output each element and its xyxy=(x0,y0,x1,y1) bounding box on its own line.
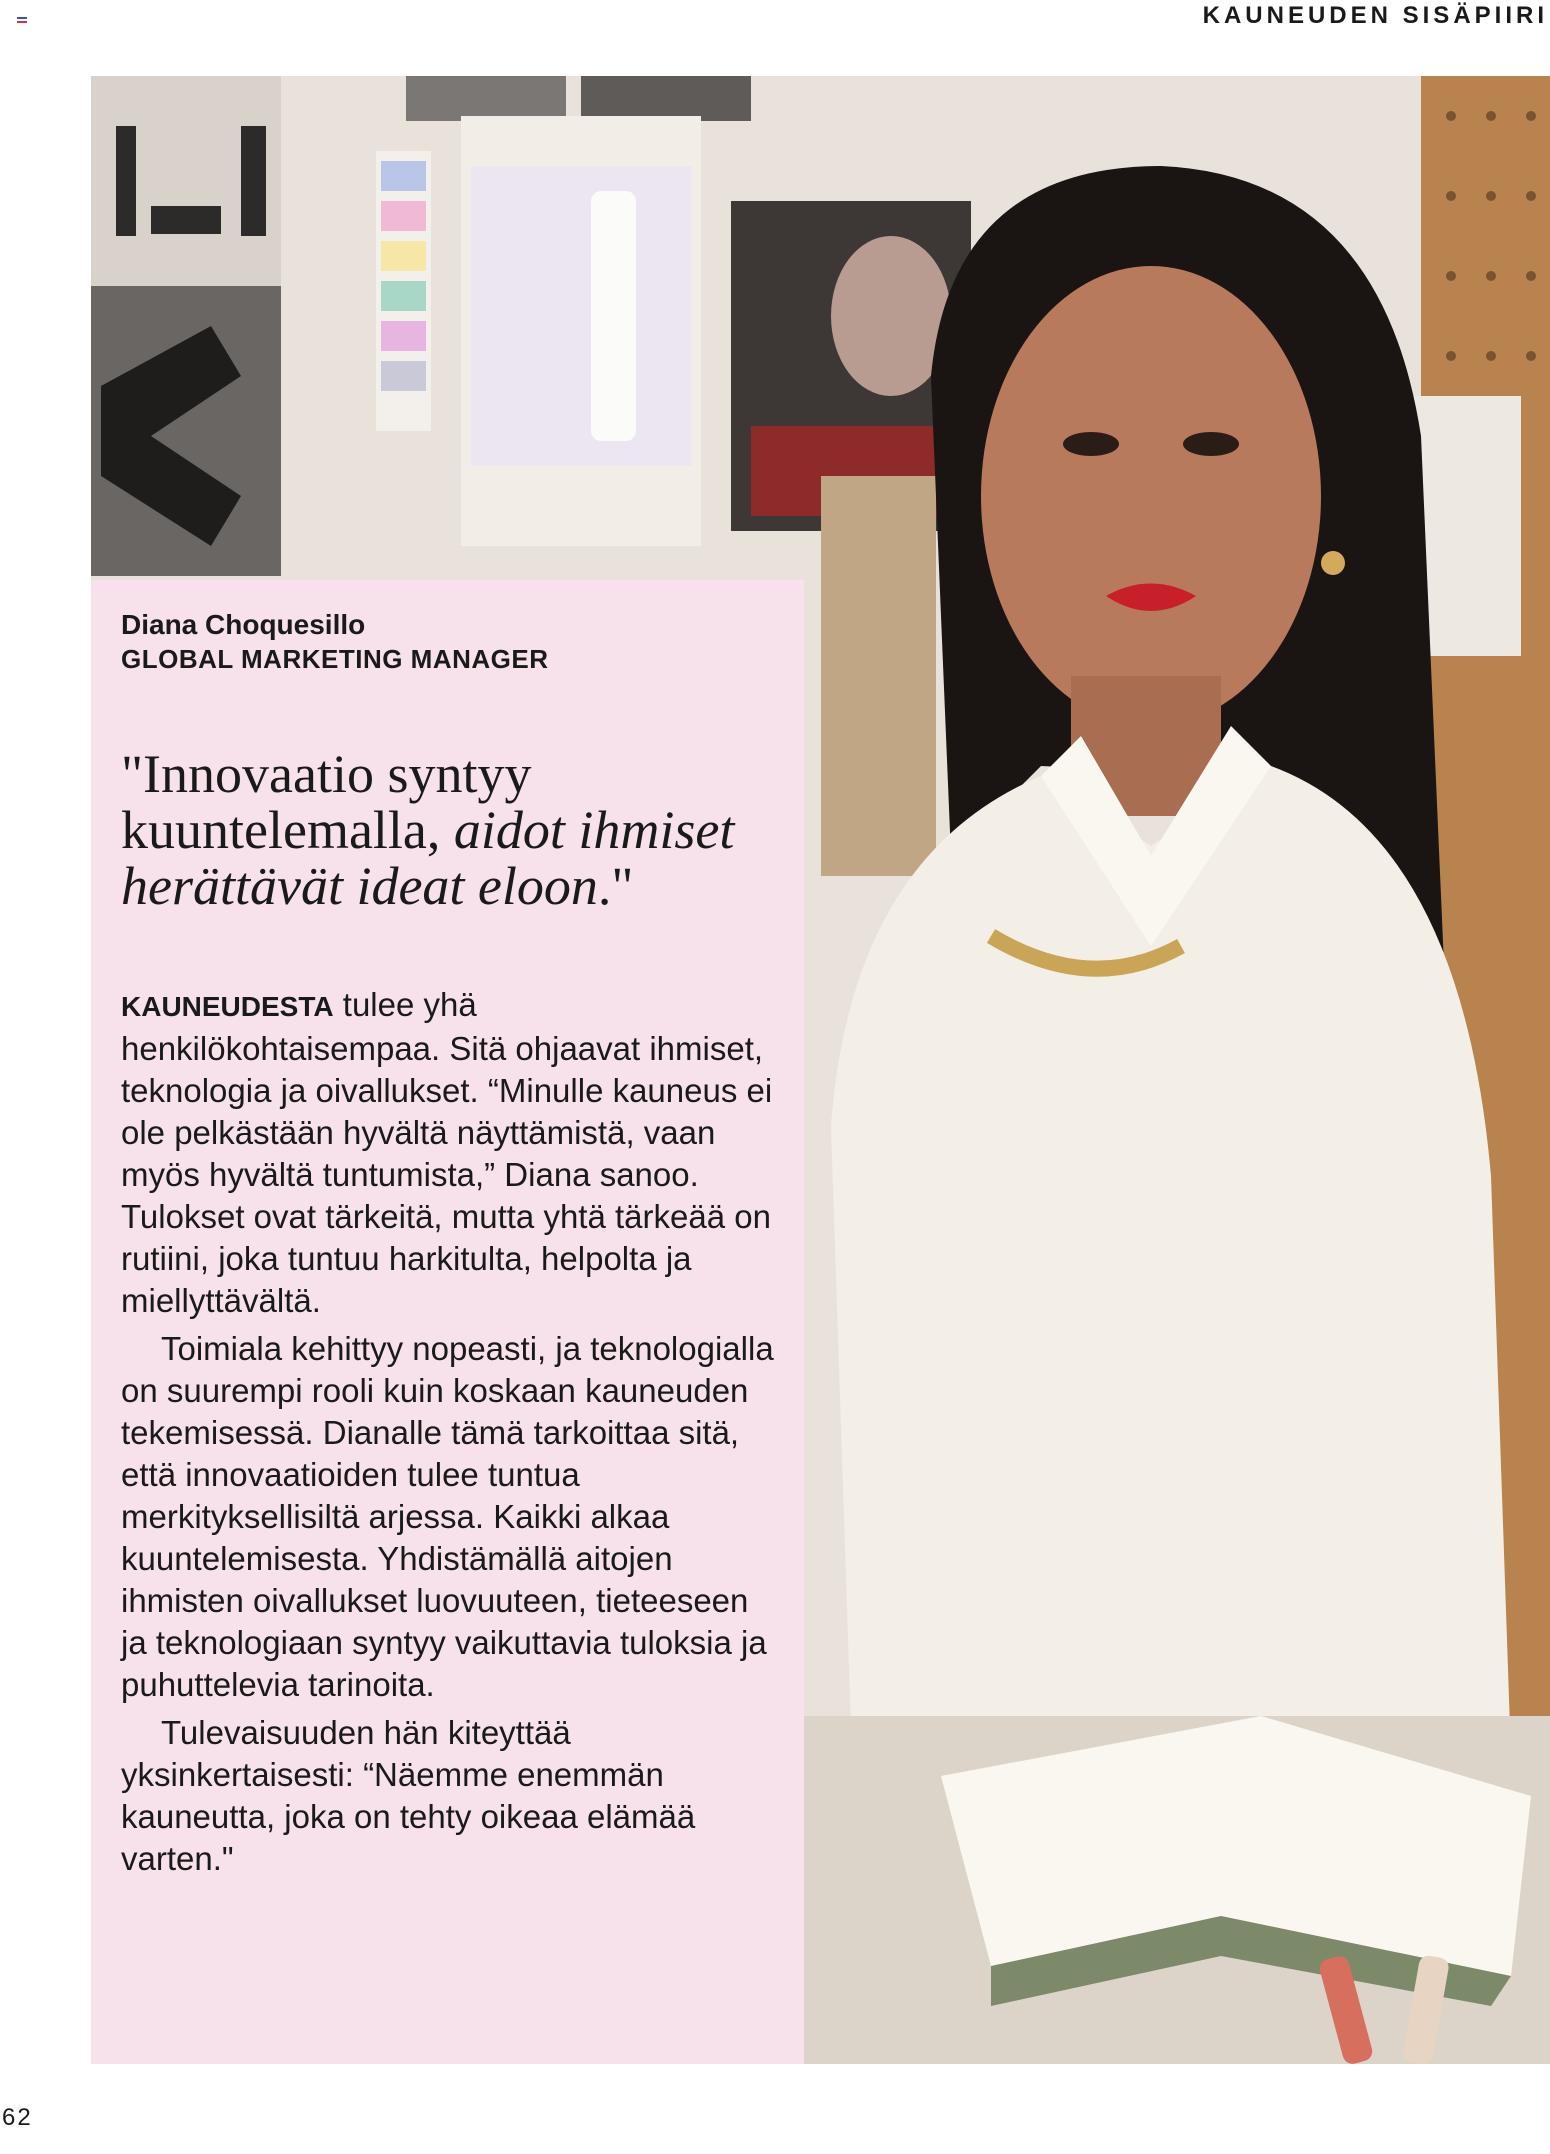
page-number: 62 xyxy=(2,2104,33,2131)
paragraph-2: Toimiala kehittyy nopeasti, ja teknologialla on suurempi rooli kuin koskaan kauneuden tekemisessä. Dianalle tämä tarkoittaa sitä, että innovaatioiden tulee tuntua merkityksellisiltä arjessa. Kaikki alkaa kuuntelemisesta. Yhdistämällä aitojen ihmisten oivallukset luovuuteen, tieteeseen ja teknologiaan syntyy vaikuttavia tuloksia ja puhuttelevia tarinoita. xyxy=(121,1330,774,1703)
paragraph-1 xyxy=(121,984,774,1322)
lead-word: KAUNEUDESTA xyxy=(121,991,334,1022)
quote-part-2: aidot ihmiset herättävät ideat eloon xyxy=(121,800,735,916)
profile-name: Diana Choquesillo xyxy=(121,609,366,640)
paragraph-1-text: tulee yhä henkilökohtaisempaa. Sitä ohjaavat ihmiset, teknologia ja oivallukset. “Minulle kauneus ei ole pelkästään hyvältä näyttämistä, vaan myös hyvältä tuntumista,” Diana sanoo. Tulokset ovat tärkeitä, mutta yhtä tärkeää on rutiini, joka tuntuu harkitulta, helpolta ja miellyttävältä. xyxy=(121,986,773,1319)
pull-quote xyxy=(121,746,774,914)
article-panel xyxy=(91,580,804,2064)
logo-mark-icon xyxy=(17,17,27,24)
quote-part-3: ." xyxy=(597,856,634,916)
paragraph-3: Tulevaisuuden hän kiteyttää yksinkertaisesti: “Näemme enemmän kauneutta, joka on tehty oikeaa elämää varten." xyxy=(121,1714,696,1877)
article-body xyxy=(121,984,774,1880)
profile-role: GLOBAL MARKETING MANAGER xyxy=(121,644,549,674)
section-label: KAUNEUDEN SISÄPIIRI xyxy=(1202,2,1548,29)
quote-part-1: "Innovaatio syntyy kuuntelemalla, xyxy=(121,744,532,860)
